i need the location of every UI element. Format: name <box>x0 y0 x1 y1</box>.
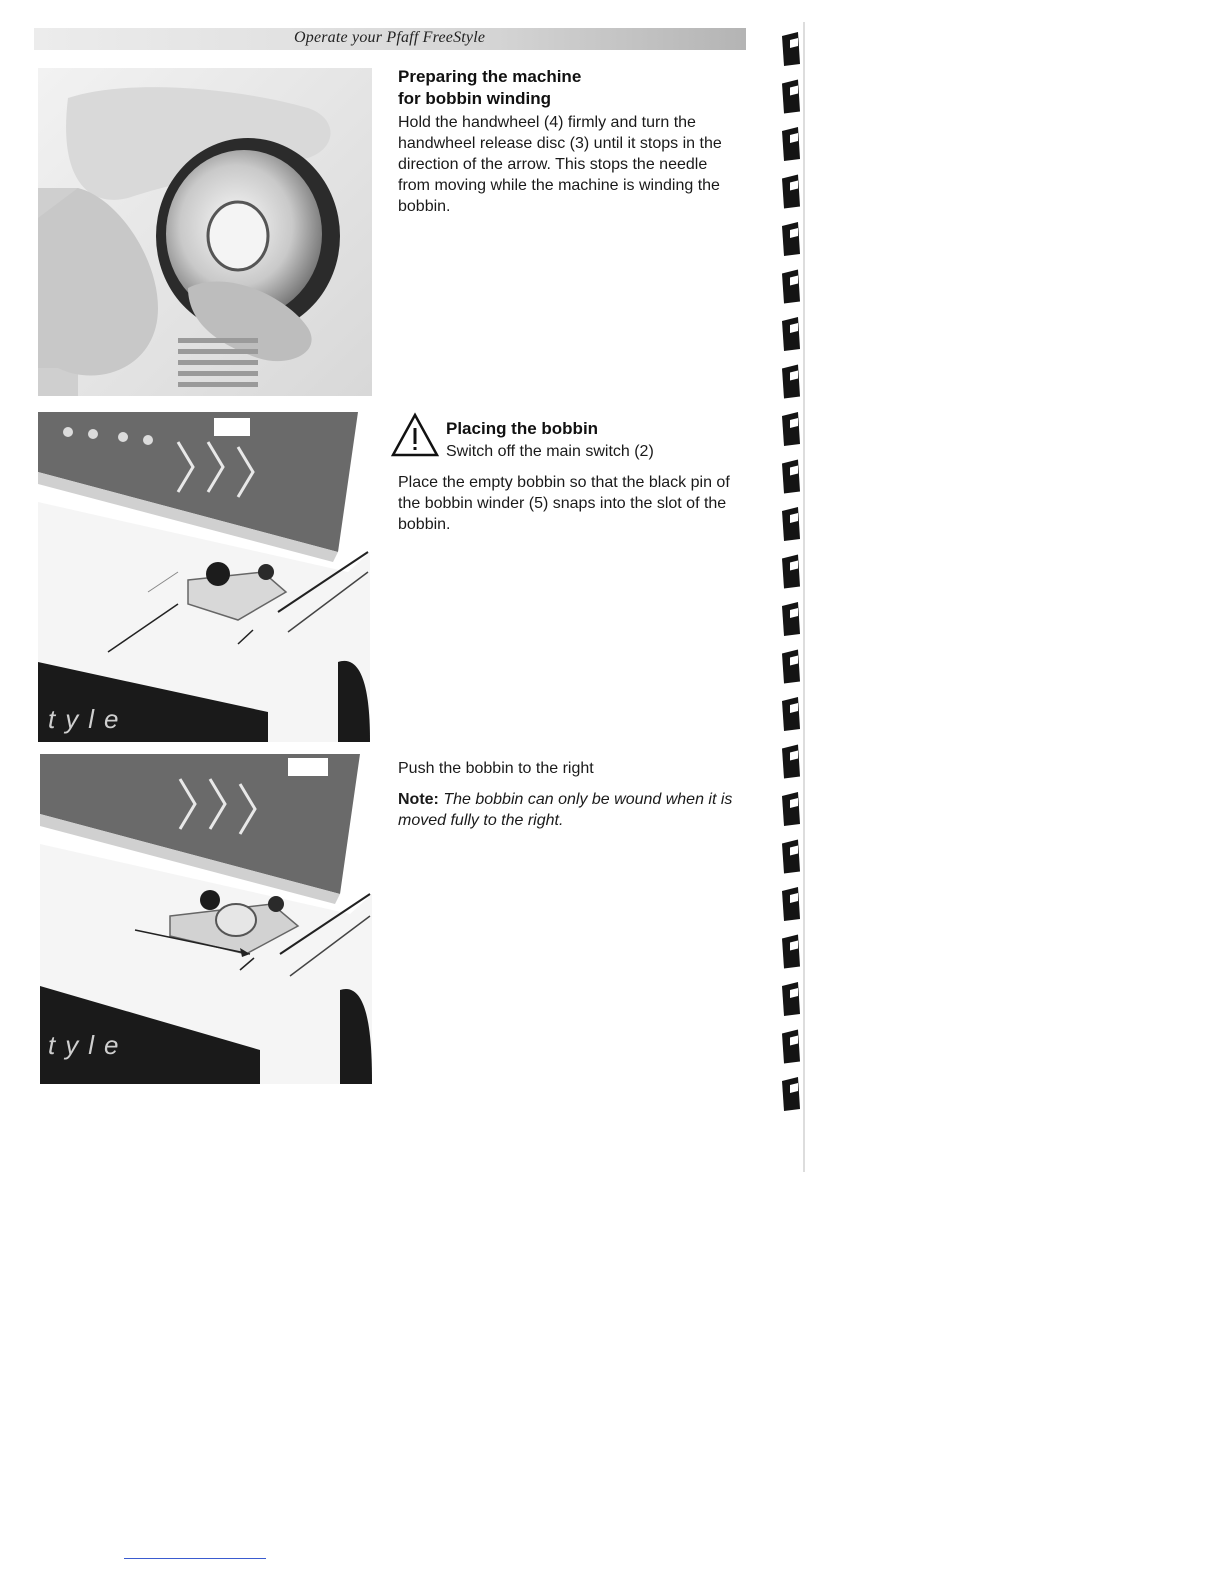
heading-line-2: for bobbin winding <box>398 89 551 108</box>
warning-triangle-icon <box>390 412 440 458</box>
section-heading-placing: Placing the bobbin <box>446 419 599 438</box>
binding-loop <box>782 745 800 779</box>
section-body-prepare: Hold the handwheel (4) firmly and turn the handwheel release disc (3) until it stops in the direction of the arrow. This stops the needle from moving while the machine is winding the bobbin. <box>398 114 722 215</box>
binding-loop <box>782 270 800 304</box>
section-body-placing: Place the empty bobbin so that the black pin of the bobbin winder (5) snaps into the slot of the bobbin. <box>398 474 730 533</box>
binding-loop <box>782 887 800 921</box>
section-placing-bobbin <box>398 410 743 535</box>
section-prepare-machine <box>398 66 743 217</box>
binding-loop <box>782 982 800 1016</box>
section-push-bobbin <box>398 758 743 831</box>
binding-loop <box>782 697 800 731</box>
note-paragraph <box>398 789 743 831</box>
binding-loop <box>782 555 800 589</box>
binding-loop <box>782 317 800 351</box>
binding-loop <box>782 935 800 969</box>
binding-loop <box>782 222 800 256</box>
binding-loop <box>782 650 800 684</box>
bottom-rule <box>124 1558 266 1559</box>
binding-loop <box>782 127 800 161</box>
page-header-title: Operate your Pfaff FreeStyle <box>294 29 486 46</box>
binding-loop <box>782 460 800 494</box>
binding-loop <box>782 32 800 66</box>
section-heading-prepare <box>398 66 743 110</box>
bobbin-push-photo <box>40 754 372 1084</box>
note-text: The bobbin can only be wound when it is moved fully to the right. <box>398 791 733 829</box>
binding-loop <box>782 1077 800 1111</box>
binding-loop <box>782 840 800 874</box>
binding-loop <box>782 1030 800 1064</box>
binding-loop <box>782 80 800 114</box>
binding-loop <box>782 412 800 446</box>
binding-loop <box>782 507 800 541</box>
binding-loop <box>782 175 800 209</box>
brand-text-photo-3: tyle <box>48 1030 129 1060</box>
warning-text: Switch off the main switch (2) <box>446 443 654 460</box>
brand-text-photo-2: tyle <box>48 704 129 734</box>
spiral-binding <box>768 22 812 1172</box>
section-body-push: Push the bobbin to the right <box>398 760 594 777</box>
binding-loop <box>782 792 800 826</box>
bobbin-placement-photo <box>38 412 370 742</box>
binding-loop <box>782 365 800 399</box>
handwheel-photo <box>38 68 372 396</box>
note-label: Note: <box>398 791 439 808</box>
binding-loop <box>782 602 800 636</box>
heading-line-1: Preparing the machine <box>398 67 582 86</box>
warning-row <box>398 410 743 462</box>
